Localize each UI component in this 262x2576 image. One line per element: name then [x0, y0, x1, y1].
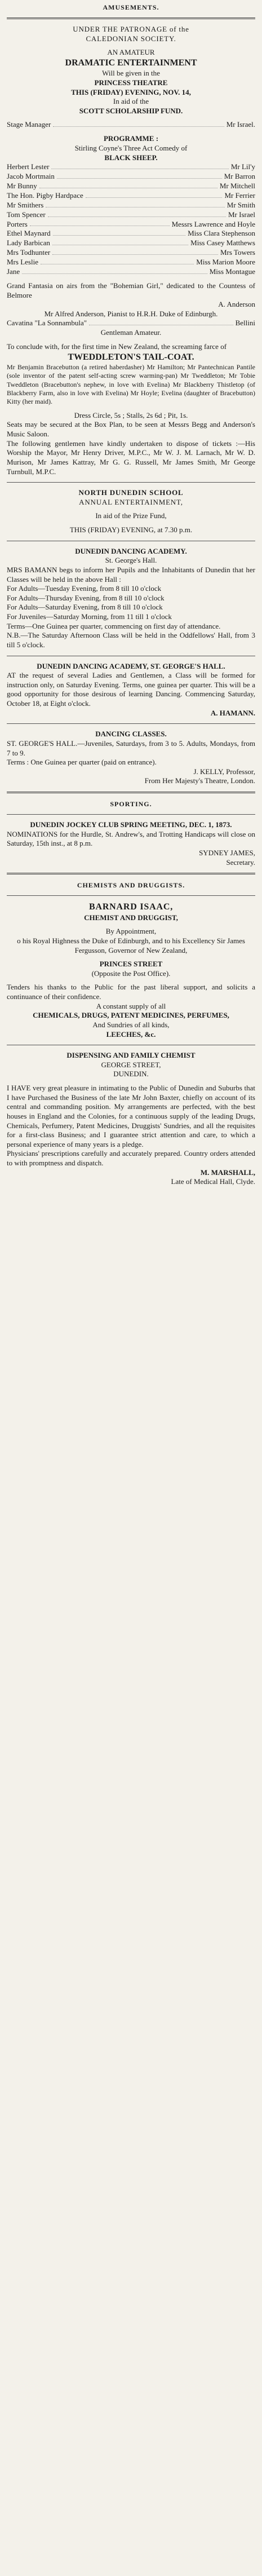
patronage-advert: [7, 23, 255, 479]
cast-row: [7, 258, 255, 267]
tickets: The following gentlemen have kindly undertaken to dispose of tickets :—His Worship the Mayor, Mr Henry Driver, M.P.C., Mr W. J. M. Larnach, Mr W. D. Murison, Mr James Kattray, Mr G. G. Russell, Mr James Smith, Mr George Turnbull, M.P.C.: [7, 439, 255, 476]
cast-row: [7, 201, 255, 210]
ad-line: UNDER THE PATRONAGE of the: [73, 25, 189, 33]
ad-line: DRAMATIC ENTERTAINMENT: [65, 58, 197, 68]
farce-cast: Mr Benjamin Bracebutton (a retired haberdasher) Mr Hamilton; Mr Pantechnican Pantile (sole inventor of the patent self-acting screw warming-pan) Mr Tweddleton; Mr Tobie Tweddleton (Bracebutton's nephew, in love with Evelina) Mr Blackberry Thistletop (of Blackberry Farm, also in love with Evelina) Mr Hoyle; Evelina (daughter of Bracebutton) Kitty (her maid).: [7, 363, 255, 406]
cast-actor: Mr Mitchell: [219, 182, 255, 191]
ad-line: SCOTT SCHOLARSHIP FUND.: [79, 106, 183, 115]
conclude: To conclude with, for the first time in New Zealand, the screaming farce of: [7, 342, 227, 351]
dancing-schedule: [7, 584, 255, 622]
programme-label: PROGRAMME :: [103, 134, 159, 143]
stage-manager-row: [7, 120, 255, 130]
cast-role: Porters: [7, 219, 28, 228]
newspaper-column: [0, 0, 262, 1189]
cast-row: [7, 248, 255, 258]
cast-role: Herbert Lester: [7, 162, 50, 171]
cast-role: Mrs Todhunter: [7, 248, 51, 257]
fantasia-by: A. Anderson: [218, 300, 255, 309]
divider: [7, 17, 255, 19]
divider: [7, 814, 255, 815]
schedule-item: For Adults—Tuesday Evening, from 8 till 10 o'clock: [7, 584, 162, 593]
divider: [7, 792, 255, 793]
ad-line: Will be given in the: [102, 69, 160, 78]
cast-actor: Miss Marion Moore: [196, 258, 255, 267]
cast-row: [7, 210, 255, 220]
cast-role: Mrs Leslie: [7, 258, 38, 267]
cast-actor: Mrs Towers: [220, 248, 255, 257]
play-title: BLACK SHEEP.: [104, 153, 158, 162]
cast-row: [7, 162, 255, 172]
cavatina-performer: Gentleman Amateur.: [100, 328, 162, 337]
actor: Mr Israel.: [226, 120, 255, 129]
cast-role: Jacob Mortmain: [7, 172, 55, 181]
divider: [7, 723, 255, 724]
sporting-heading: SPORTING.: [110, 800, 152, 808]
cast-actor: Messrs Lawrence and Hoyle: [171, 219, 255, 228]
school-advert: NORTH DUNEDIN SCHOOL ANNUAL ENTERTAINMENT, In aid of the Prize Fund, THIS (FRIDAY) EVENING, at 7.30 p.m.: [69, 488, 193, 534]
cast-actor: Mr Israel: [228, 210, 255, 219]
cast-actor: Mr Smith: [227, 200, 255, 209]
cast-role: Jane: [7, 267, 20, 276]
cast-role: The Hon. Pigby Hardpace: [7, 191, 83, 200]
farce-title: TWEDDLETON'S TAIL-COAT.: [68, 352, 194, 362]
cast-row: [7, 172, 255, 182]
ad-line: PRINCESS THEATRE: [94, 78, 168, 87]
cast-role: Ethel Maynard: [7, 229, 51, 238]
schedule-item: For Adults—Thursday Evening, from 8 till 10 o'clock: [7, 593, 165, 602]
cast-role: Lady Barbican: [7, 238, 50, 248]
cast-actor: Mr Ferrier: [224, 191, 255, 200]
ad-line: In aid of the: [113, 97, 149, 106]
cast-role: Mr Bunny: [7, 182, 37, 191]
cast-actor: Mr Lil'y: [230, 162, 255, 171]
seats: Seats may be secured at the Box Plan, to be seen at Messrs Begg and Anderson's Music Saloon.: [7, 420, 255, 439]
cast-role: Tom Spencer: [7, 210, 46, 219]
schedule-item: For Juveniles—Saturday Morning, from 11 till 1 o'clock: [7, 612, 172, 621]
ad-line: THIS (FRIDAY) EVENING, NOV. 14,: [71, 87, 191, 96]
divider: [7, 873, 255, 874]
cavatina-row: Cavatina "La Sonnambula" Bellini: [7, 319, 255, 328]
divider: [7, 895, 255, 896]
cast-row: [7, 229, 255, 238]
cast-actor: Mr Barron: [224, 172, 255, 181]
ad-line: CALEDONIAN SOCIETY.: [86, 34, 176, 43]
cast-row: [7, 238, 255, 248]
role: Stage Manager: [7, 120, 51, 129]
schedule-item: For Adults—Saturday Evening, from 8 till 10 o'clock: [7, 603, 163, 612]
chemists-heading: CHEMISTS AND DRUGGISTS.: [77, 881, 185, 890]
cast-role: Mr Smithers: [7, 200, 44, 209]
isaac-advert: BARNARD ISAAC, CHEMIST AND DRUGGIST, By Appointment, o his Royal Highness the Duke of Edinburgh, and to his Excellency Sir James Fergusson, Governor of New Zealand, PRINCES STREET (Opposite the Post Office). Tenders his thanks to the Public for the past liberal support, and solicits a continuance of their confidence. A constant supply of all CHEMICALS, DRUGS, PATENT MEDICINES, PERFUMES, And Sundries of all kinds, LEECHES, &c.: [7, 902, 255, 1039]
fantasia-performer: Mr Alfred Anderson, Pianist to H.R.H. Duke of Edinburgh.: [44, 309, 218, 318]
cast-row: [7, 220, 255, 229]
cast-actor: Miss Clara Stephenson: [188, 229, 255, 238]
divider: [7, 482, 255, 483]
cast-list: [7, 162, 255, 277]
cast-row: [7, 182, 255, 191]
ad-line: AN AMATEUR: [107, 48, 155, 57]
cast-row: [7, 267, 255, 277]
page-header: AMUSEMENTS.: [103, 3, 159, 11]
dancing-academy-advert: DUNEDIN DANCING ACADEMY. St. George's Hall. MRS BAMANN begs to inform her Pupils and the Inhabitants of Dunedin that her Classes will be held in the above Hall : For Adults—Tuesday Evening, from 8 till 10 o'clock For Adults—Thursday Evening, from 8 till 10 o'clock For Adults—Saturday Evening, from 8 till 10 o'clock For Juveniles—Saturday Morning, from 11 till 1 o'clock Terms—One Guinea per quarter, commencing on first day of attendance. N.B.—The Saturday Afternoon Class will be held in the Oddfellows' Hall, from 3 till 5 o'clock.: [7, 546, 255, 649]
george-street-advert: DISPENSING AND FAMILY CHEMIST GEORGE STREET, DUNEDIN. I HAVE very great pleasure in intimating to the Public of Dunedin and Suburbs that I have Purchased the Business of the late Mr John Baxter, chiefly on account of its central and commanding position. My arrangements are perfected, with the best houses in England and the Colonies, for a continuous supply of the leading Drugs, Chemicals, Perfumery, Patent Medicines, Druggists' Sundries, and all the requisites for a first-class Business; and I guarantee strict attention and care, to which a personal experience of many years is a pledge. Physicians' prescriptions carefully and accurately prepared. Country orders attended to with promptness and dispatch. M. MARSHALL, Late of Medical Hall, Clyde.: [7, 1051, 255, 1186]
cast-actor: Miss Casey Matthews: [190, 238, 255, 248]
dancing-class-advert: DUNEDIN DANCING ACADEMY, ST. GEORGE'S HALL. AT the request of several Ladies and Gentlemen, a Class will be formed for instruction only, on Saturday Evening. Terms, one guinea per quarter. This will be a good opportunity for those desirous of learning Dancing. Commencing Saturday, October 18, at Eight o'clock. A. HAMANN.: [7, 661, 255, 717]
cast-row: [7, 191, 255, 201]
fantasia: Grand Fantasia on airs from the "Bohemian Girl," dedicated to the Countess of Belmore: [7, 281, 255, 299]
play-intro: Stirling Coyne's Three Act Comedy of: [74, 143, 188, 152]
jockey-club-advert: DUNEDIN JOCKEY CLUB SPRING MEETING, DEC. 1, 1873. NOMINATIONS for the Hurdle, St. Andrew's, and Trotting Handicaps will close on Saturday, 15th inst., at 8 p.m. SYDNEY JAMES, Secretary.: [7, 820, 255, 867]
prices: Dress Circle, 5s ; Stalls, 2s 6d ; Pit, 1s.: [74, 410, 188, 419]
dancing-classes-advert: DANCING CLASSES. ST. GEORGE'S HALL.—Juveniles, Saturdays, from 3 to 5. Adults, Mondays, from 7 to 9. Terms : One Guinea per quarter (paid on entrance). J. KELLY, Professor, From Her Majesty's Theatre, London.: [7, 730, 255, 785]
cast-actor: Miss Montague: [209, 267, 255, 276]
